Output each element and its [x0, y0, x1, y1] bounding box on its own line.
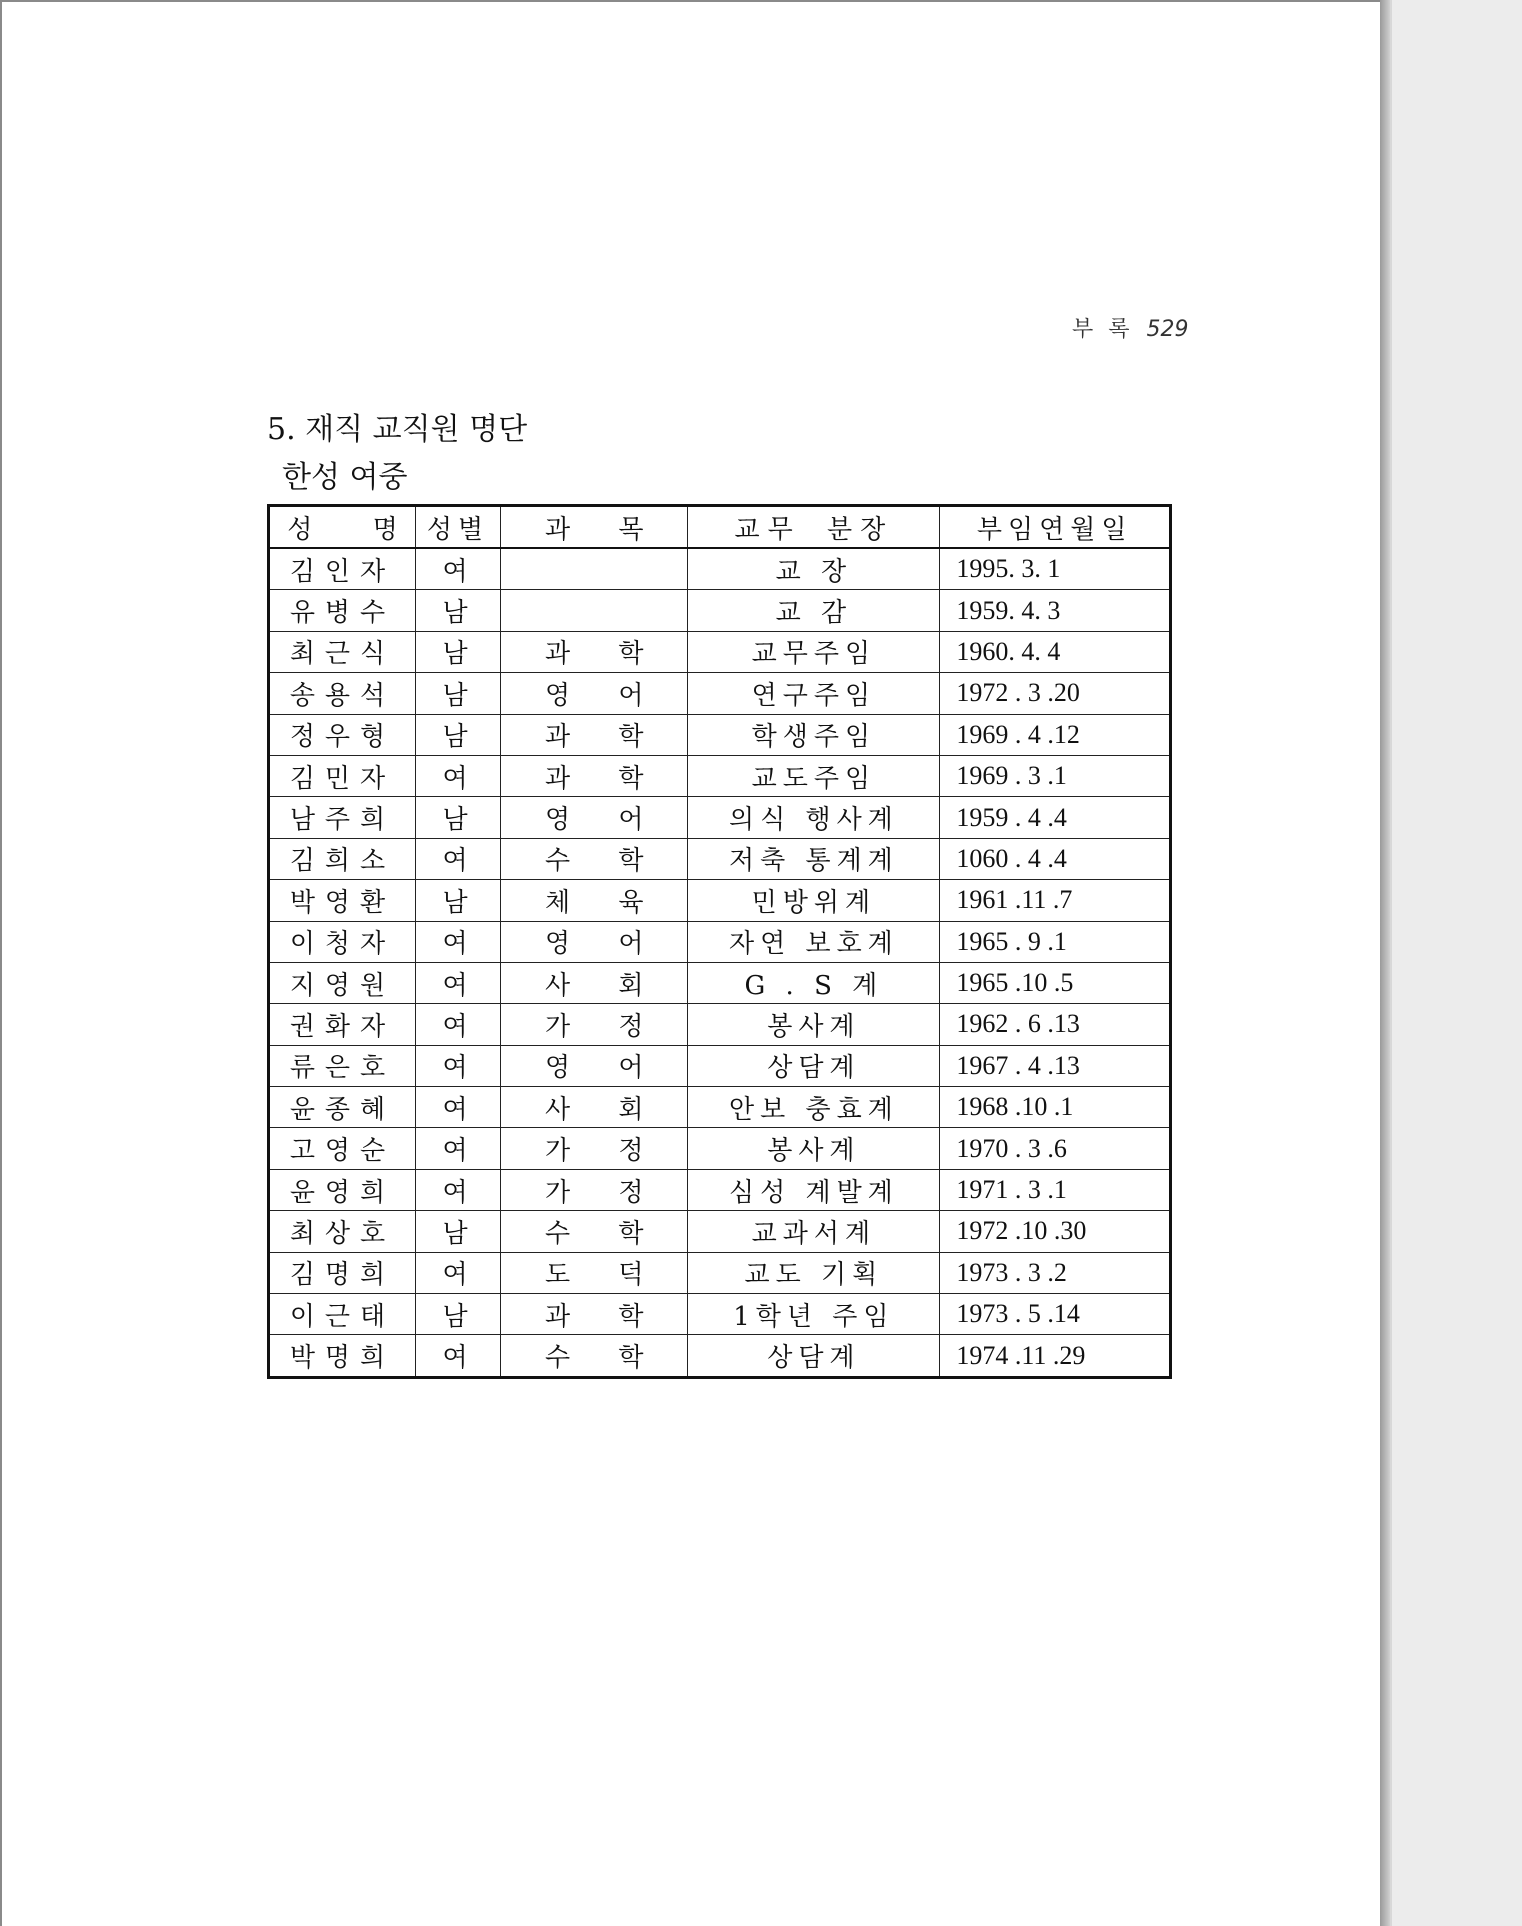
table-row — [269, 1169, 1171, 1210]
cell-appointment-date: 1972 . 3 .20 — [940, 673, 1171, 714]
cell-duty: 교 감 — [688, 590, 940, 631]
cell-subject: 체 육 — [501, 880, 688, 921]
cell-subject: 과 학 — [501, 755, 688, 796]
running-head — [1072, 312, 1189, 343]
section-title: 5. 재직 교직원 명단 — [267, 412, 528, 447]
cell-appointment-date: 1967 . 4 .13 — [940, 1045, 1171, 1086]
cell-sex: 남 — [415, 590, 500, 631]
cell-sex: 여 — [415, 755, 500, 796]
cell-appointment-date: 1965 .10 .5 — [940, 962, 1171, 1003]
cell-subject: 영 어 — [501, 1045, 688, 1086]
cell-subject: 수 학 — [501, 1335, 688, 1377]
cell-name: 김희소 — [269, 838, 416, 879]
cell-duty: G . S 계 — [688, 962, 940, 1003]
table-row — [269, 1128, 1171, 1169]
cell-sex: 여 — [415, 548, 500, 590]
cell-sex: 여 — [415, 1004, 500, 1045]
cell-duty: 심성 계발계 — [688, 1169, 940, 1210]
cell-subject: 수 학 — [501, 838, 688, 879]
table-row — [269, 797, 1171, 838]
cell-name: 류은호 — [269, 1045, 416, 1086]
cell-subject: 가 정 — [501, 1004, 688, 1045]
table-row — [269, 1004, 1171, 1045]
cell-duty: 의식 행사계 — [688, 797, 940, 838]
cell-appointment-date: 1972 .10 .30 — [940, 1211, 1171, 1252]
cell-appointment-date: 1965 . 9 .1 — [940, 921, 1171, 962]
cell-appointment-date: 1968 .10 .1 — [940, 1087, 1171, 1128]
cell-sex: 여 — [415, 1045, 500, 1086]
cell-name: 송용석 — [269, 673, 416, 714]
header-name: 성 명 — [269, 506, 416, 549]
cell-sex: 여 — [415, 1169, 500, 1210]
cell-name: 정우형 — [269, 714, 416, 755]
header-sex: 성별 — [415, 506, 500, 549]
table-row — [269, 1252, 1171, 1293]
cell-sex: 여 — [415, 1128, 500, 1169]
cell-subject: 수 학 — [501, 1211, 688, 1252]
cell-appointment-date: 1973 . 3 .2 — [940, 1252, 1171, 1293]
page-edge — [1380, 0, 1390, 1926]
cell-name: 김인자 — [269, 548, 416, 590]
running-head-label: 부 록 — [1072, 317, 1134, 342]
cell-duty: 교도 기획 — [688, 1252, 940, 1293]
cell-name: 남주희 — [269, 797, 416, 838]
cell-name: 최상호 — [269, 1211, 416, 1252]
table-header-row — [269, 506, 1171, 549]
cell-appointment-date: 1973 . 5 .14 — [940, 1294, 1171, 1335]
page-number: 529 — [1146, 317, 1189, 342]
cell-sex: 여 — [415, 1087, 500, 1128]
cell-subject — [501, 548, 688, 590]
cell-sex: 여 — [415, 838, 500, 879]
cell-name: 이근태 — [269, 1294, 416, 1335]
cell-appointment-date: 1959. 4. 3 — [940, 590, 1171, 631]
table-row — [269, 880, 1171, 921]
cell-appointment-date: 1971 . 3 .1 — [940, 1169, 1171, 1210]
cell-name: 고영순 — [269, 1128, 416, 1169]
table-row — [269, 838, 1171, 879]
table-body — [269, 548, 1171, 1377]
cell-duty: 교과서계 — [688, 1211, 940, 1252]
cell-appointment-date: 1969 . 4 .12 — [940, 714, 1171, 755]
cell-name: 김명희 — [269, 1252, 416, 1293]
cell-duty: 학생주임 — [688, 714, 940, 755]
cell-sex: 남 — [415, 880, 500, 921]
cell-subject: 영 어 — [501, 921, 688, 962]
table-row — [269, 1335, 1171, 1377]
cell-duty: 연구주임 — [688, 673, 940, 714]
cell-duty: 교 장 — [688, 548, 940, 590]
cell-appointment-date: 1959 . 4 .4 — [940, 797, 1171, 838]
table-row — [269, 962, 1171, 1003]
staff-roster-table — [267, 504, 1172, 1379]
cell-name: 지영원 — [269, 962, 416, 1003]
cell-duty: 안보 충효계 — [688, 1087, 940, 1128]
cell-duty: 저축 통계계 — [688, 838, 940, 879]
cell-duty: 민방위계 — [688, 880, 940, 921]
cell-name: 권화자 — [269, 1004, 416, 1045]
cell-sex: 남 — [415, 1294, 500, 1335]
cell-sex: 여 — [415, 962, 500, 1003]
cell-subject — [501, 590, 688, 631]
cell-duty: 교무주임 — [688, 631, 940, 672]
header-appointment-date: 부임연월일 — [940, 506, 1171, 549]
cell-name: 유병수 — [269, 590, 416, 631]
header-subject: 과 목 — [501, 506, 688, 549]
table-row — [269, 548, 1171, 590]
table-row — [269, 921, 1171, 962]
cell-duty: 상담계 — [688, 1335, 940, 1377]
cell-subject: 과 학 — [501, 1294, 688, 1335]
cell-appointment-date: 1969 . 3 .1 — [940, 755, 1171, 796]
cell-subject: 가 정 — [501, 1169, 688, 1210]
cell-appointment-date: 1961 .11 .7 — [940, 880, 1171, 921]
cell-duty: 봉사계 — [688, 1004, 940, 1045]
cell-name: 박명희 — [269, 1335, 416, 1377]
table-row — [269, 590, 1171, 631]
table-row — [269, 714, 1171, 755]
cell-sex: 여 — [415, 1335, 500, 1377]
cell-sex: 남 — [415, 673, 500, 714]
cell-sex: 남 — [415, 797, 500, 838]
table-row — [269, 1211, 1171, 1252]
cell-appointment-date: 1970 . 3 .6 — [940, 1128, 1171, 1169]
cell-sex: 여 — [415, 1252, 500, 1293]
cell-sex: 남 — [415, 631, 500, 672]
cell-subject: 가 정 — [501, 1128, 688, 1169]
cell-name: 윤영희 — [269, 1169, 416, 1210]
cell-duty: 교도주임 — [688, 755, 940, 796]
cell-appointment-date: 1995. 3. 1 — [940, 548, 1171, 590]
table-row — [269, 1294, 1171, 1335]
header-duty: 교무 분장 — [688, 506, 940, 549]
cell-appointment-date: 1060 . 4 .4 — [940, 838, 1171, 879]
table-row — [269, 673, 1171, 714]
cell-subject: 과 학 — [501, 714, 688, 755]
cell-subject: 영 어 — [501, 673, 688, 714]
cell-subject: 사 회 — [501, 1087, 688, 1128]
cell-name: 윤종혜 — [269, 1087, 416, 1128]
cell-name: 이청자 — [269, 921, 416, 962]
cell-sex: 남 — [415, 714, 500, 755]
table-row — [269, 631, 1171, 672]
cell-sex: 여 — [415, 921, 500, 962]
cell-appointment-date: 1974 .11 .29 — [940, 1335, 1171, 1377]
table-row — [269, 1087, 1171, 1128]
cell-subject: 영 어 — [501, 797, 688, 838]
cell-subject: 사 회 — [501, 962, 688, 1003]
table-row — [269, 1045, 1171, 1086]
cell-appointment-date: 1960. 4. 4 — [940, 631, 1171, 672]
table-row — [269, 755, 1171, 796]
cell-duty: 자연 보호계 — [688, 921, 940, 962]
cell-subject: 도 덕 — [501, 1252, 688, 1293]
cell-duty: 상담계 — [688, 1045, 940, 1086]
cell-appointment-date: 1962 . 6 .13 — [940, 1004, 1171, 1045]
cell-duty: 1학년 주임 — [688, 1294, 940, 1335]
cell-name: 김민자 — [269, 755, 416, 796]
cell-subject: 과 학 — [501, 631, 688, 672]
school-name: 한성 여중 — [282, 460, 408, 495]
cell-name: 박영환 — [269, 880, 416, 921]
cell-sex: 남 — [415, 1211, 500, 1252]
cell-name: 최근식 — [269, 631, 416, 672]
cell-duty: 봉사계 — [688, 1128, 940, 1169]
